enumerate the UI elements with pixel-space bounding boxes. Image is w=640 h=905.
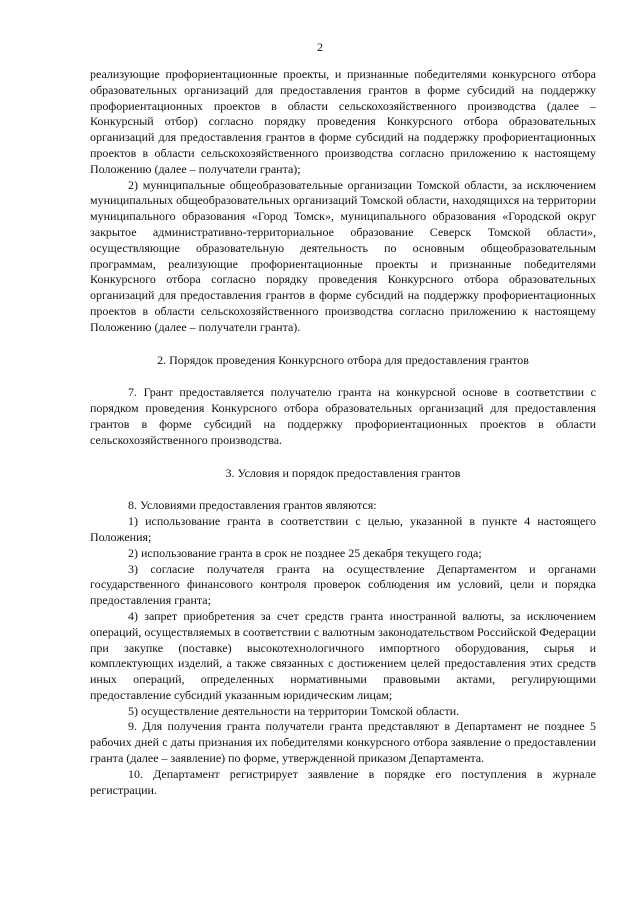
paragraph: 3) согласие получателя гранта на осуществление Департаментом и органами государственного финансового контроля проверок соблюдения им условий, цели и порядка предоставления гранта; <box>90 561 596 608</box>
paragraph: 10. Департамент регистрирует заявление в порядке его поступления в журнале регистрации. <box>90 766 596 797</box>
page-number: 2 <box>317 40 323 54</box>
paragraph: реализующие профориентационные проекты, и признанные победителями конкурсного отбора образовательных организаций для предоставления грантов в форме субсидий на поддержку профориентационных проектов в области сельскохозяйственного производства (далее – Конкурсный отбор) согласно порядку проведения Конкурсного отбора образовательных организаций для предоставления грантов в форме субсидий на поддержку профориентационных проектов в области сельскохозяйственного производства согласно приложению к настоящему Положению (далее – получатели гранта); <box>90 67 596 176</box>
section-heading: 2. Порядок проведения Конкурсного отбора для предоставления грантов <box>157 352 529 367</box>
paragraph: 9. Для получения гранта получатели гранта представляют в Департамент не позднее 5 рабочих дней с даты признания их победителями конкурсного отбора заявление о предоставлении гранта (далее – заявление) по форме, утвержденной приказом Департамента. <box>90 719 596 766</box>
paragraph: 2) муниципальные общеобразовательные организации Томской области, за исключением муниципальных общеобразовательных организаций Томской области, находящихся на территории муниципального образования «Город Томск», муниципального образования «Городской округ закрытое административно-территориальное образование Северск Томской области», осуществляющие образовательную деятельность по основным общеобразовательным программам, реализующие профориентационные проекты и признанные победителями Конкурсного отбора согласно порядку проведения Конкурсного отбора образовательных организаций для предоставления грантов в форме субсидий на поддержку профориентационных проектов в области сельскохозяйственного производства согласно приложению к настоящему Положению (далее – получатели гранта). <box>90 177 596 334</box>
section-heading: 3. Условия и порядок предоставления грантов <box>225 465 461 480</box>
paragraph: 1) использование гранта в соответствии с целью, указанной в пункте 4 настоящего Положения; <box>90 514 596 544</box>
paragraph: 5) осуществление деятельности на территории Томской области. <box>128 703 460 718</box>
paragraph: 2) использование гранта в срок не позднее 25 декабря текущего года; <box>128 545 482 560</box>
paragraph: 7. Грант предоставляется получателю гранта на конкурсной основе в соответствии с порядком проведения Конкурсного отбора образовательных организаций для предоставления грантов в форме субсидий на поддержку профориентационных проектов в области сельскохозяйственного производства. <box>90 385 596 447</box>
document-body <box>90 67 596 798</box>
paragraph: 4) запрет приобретения за счет средств гранта иностранной валюты, за исключением операций, осуществляемых в соответствии с валютным законодательством Российской Федерации при закупке (поставке) высокотехнологичного импортного оборудования, сырья и комплектующих изделий, а также связанных с достижением целей предоставления этих средств иных операций, определенных нормативными правовыми актами, регулирующими предоставление субсидий указанным юридическим лицам; <box>90 608 596 702</box>
paragraph: 8. Условиями предоставления грантов являются: <box>128 498 377 513</box>
